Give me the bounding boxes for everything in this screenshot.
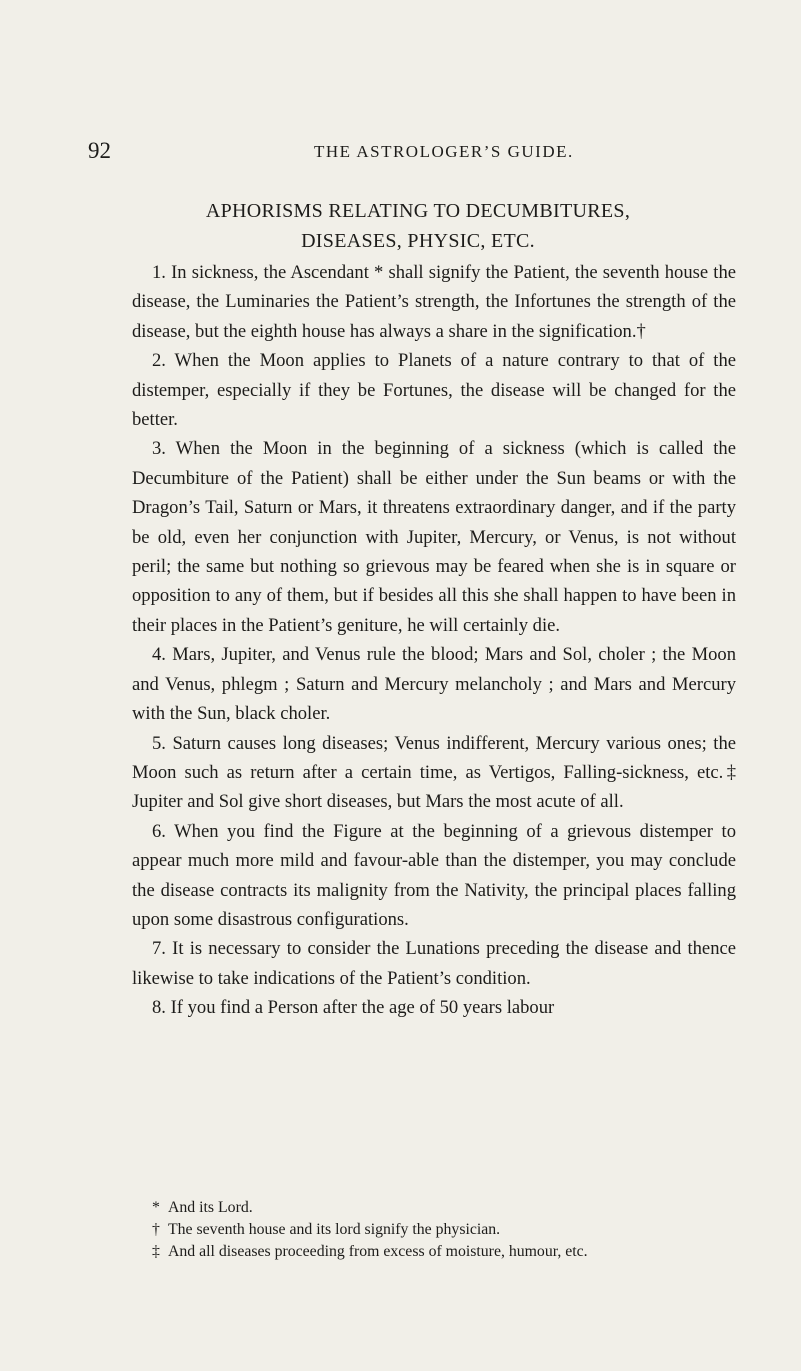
running-head [0,138,801,168]
footnote-text: And all diseases proceeding from excess of moisture, humour, etc. [168,1243,588,1260]
footnote-mark: ‡ [152,1243,160,1260]
chapter-title-line-1: APHORISMS RELATING TO DECUMBITURES, [205,200,631,222]
aphorism-2: 2. When the Moon applies to Planets of a nature contrary to that of the distemper, especially if they be Fortunes, the disease will be changed for the better. [132,350,736,431]
footnote [132,1241,752,1263]
chapter-title [100,196,736,256]
aphorism-8: 8. If you find a Person after the age of 50 years labour [152,997,555,1019]
aphorism-5: 5. Saturn causes long diseases; Venus indifferent, Mercury various ones; the Moon such as return after a certain time, as Vertigos, Falling-sickness, etc.‡ Jupiter and Sol give short diseases, but Mars the most acute of all. [132,732,736,813]
aphorism-6: 6. When you find the Figure at the beginning of a grievous distemper to appear much more mild and favour-able than the distemper, you may conclude the disease contracts its malignity from the Nativity, the principal places falling upon some disastrous configurations. [132,820,736,930]
aphorism-7: 7. It is necessary to consider the Lunations preceding the disease and thence likewise to take indications of the Patient’s condition. [132,938,736,989]
footnote-text: The seventh house and its lord signify the physician. [168,1221,501,1238]
aphorism-3: 3. When the Moon in the beginning of a sickness (which is called the Decumbiture of the Patient) shall be either under the Sun beams or with the Dragon’s Tail, Saturn or Mars, it threatens extraordinary danger, and if the party be old, even her conjunction with Jupiter, Mercury, or Venus, is not without peril; the same but nothing so grievous may be feared when she is in square or opposition to any of them, but if besides all this she shall happen to have been in their places in the Patient’s geniture, he will certainly die. [132,438,736,636]
page-number: 92 [88,138,111,163]
footnotes [132,1197,752,1263]
aphorism-1: 1. In sickness, the Ascendant * shall signify the Patient, the seventh house the disease, the Luminaries the Patient’s strength, the Infortunes the strength of the disease, but the eighth house has always a share in the signification.† [132,262,736,342]
running-title: THE ASTROLOGER’S GUIDE. [314,142,574,161]
aphorism-4: 4. Mars, Jupiter, and Venus rule the blood; Mars and Sol, choler ; the Moon and Venus, phlegm ; Saturn and Mercury melancholy ; and Mars and Mercury with the Sun, black choler. [132,644,736,725]
footnote-text: And its Lord. [168,1199,253,1216]
footnote [132,1197,752,1219]
chapter-title-line-2: DISEASES, PHYSIC, ETC. [301,230,535,252]
footnote-mark: † [152,1221,160,1238]
footnote [132,1219,752,1241]
footnote-mark: * [152,1199,160,1216]
aphorisms-list [132,258,736,1023]
